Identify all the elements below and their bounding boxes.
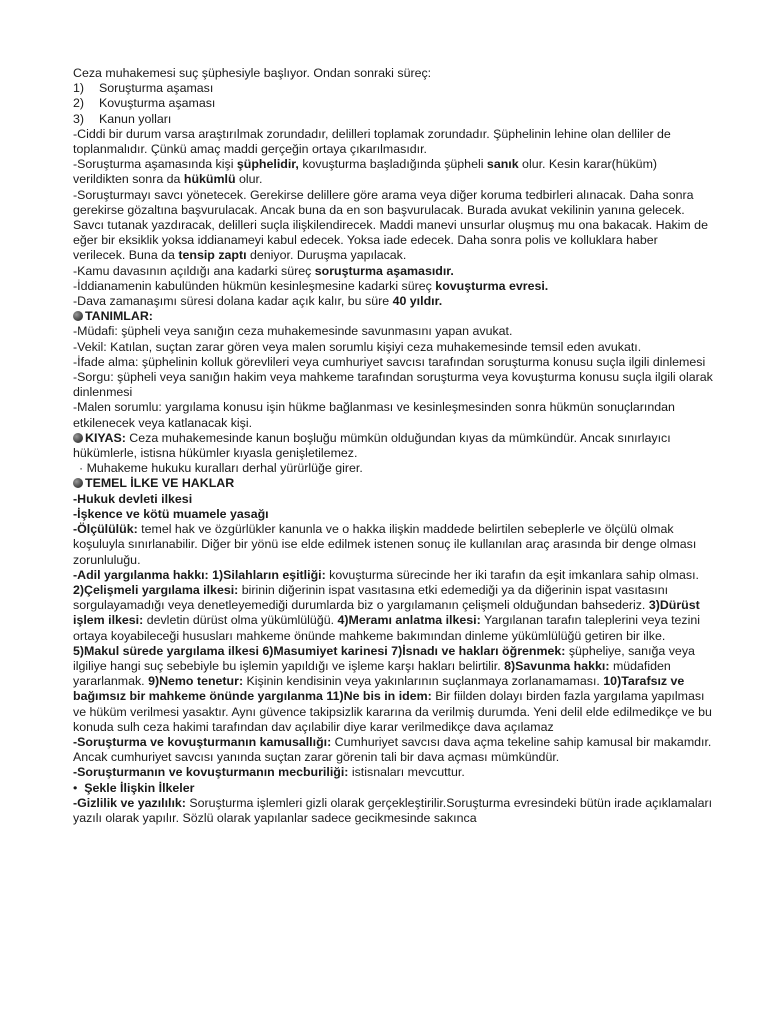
- principle-hukuk-devleti: -Hukuk devleti ilkesi: [73, 491, 193, 506]
- paragraph-kiyas: KIYAS: Ceza muhakemesinde kanun boşluğu mümkün olduğundan kıyas da mümkündür. Ancak sınırlayıcı hükümlerle, istisna hükümler kıyasla genişletilemez.: [73, 430, 671, 461]
- definition-item: -Vekil: Katılan, suçtan zarar gören veya malen sorumlu kişiyi ceza muhakemesinde temsil eden avukatı.: [73, 339, 642, 354]
- definition-item: -Malen sorumlu: yargılama konusu işin hükme bağlanması ve kesinleşmesinden sonra hükmün sonuçlarından etkilenecek veya katlanacak kişi.: [73, 400, 675, 430]
- list-item: 3) Kanun yolları: [73, 111, 172, 126]
- definition-item: -Müdafi: şüpheli veya sanığın ceza muhakemesinde savunmasını yapan avukat.: [73, 324, 513, 339]
- paragraph-adil-yargilanma: -Adil yargılanma hakkı: 1)Silahların eşitliği: kovuşturma sürecinde her iki tarafın da eşit imkanlara sahip olması. 2)Çelişmeli yargılama ilkesi: birinin diğerinin ispat vasıtasına etki edemediği ya da diğerinin ispat vasıtasını sorgulayamadığı veya denetleyemediği durumlarda biz o yargılamanın çelişmeli olduğundan bahsederiz. 3)Dürüst işlem ilkesi: devletin dürüst olma yükümlülüğü. 4)Meramı anlatma ilkesi: Yargılanan tarafın taleplerini veya tezini ortaya koyabileceği hususları mahkeme önünde mahkeme bakımından dinleme yükümlülüğü getiren bir ilke. 5)Makul sürede yargılama ilkesi 6)Masumiyet karinesi 7)İsnadı ve hakları öğrenmek: şüpheliye, sanığa veya ilgiliye hangi suç sebebiyle bu işlemin yapıldığı ve işleme karşı hakları belirtilir. 8)Savunma hakkı: müdafiden yararlanmak. 9)Nemo tenetur: Kişinin kendisinin veya yakınlarının suçlanmaya zorlanamaması. 10)Tarafsız ve bağımsız bir mahkeme önünde yargılanma 11)Ne bis in idem: Bir fiilden dolayı birden fazla yargılama yapılması ve hüküm verilmesi yasaktır. Aynı güvence takipsizlik kararına da verilmiş durumda. Yeni delil elde edilmedikçe ve bu konuda sulh ceza hakimi tarafından dav açılabilir diye karar verilmedikçe dava açılamaz: [73, 567, 712, 734]
- definition-item: -Sorgu: şüpheli veya sanığın hakim veya mahkeme tarafından soruşturma veya kovuşturma konusu suçla ilgili olarak dinlenmesi: [73, 370, 713, 400]
- paragraph-mecburilik: -Soruşturmanın ve kovuşturmanın mecburiliği: istisnaları mevcuttur.: [73, 765, 465, 780]
- principle-olcululuk: -Ölçülülük: temel hak ve özgürlükler kanunla ve o hakka ilişkin maddede belirtilen sebeplerle ve ölçülü olmak koşuluyla sınırlanabilir. Diğer bir yönü ise elde edilmek istenen sonuç ile kullanılan araç arasında bir denge olması zorunluluğu.: [73, 522, 697, 567]
- principle-iskence: -İşkence ve kötü muamele yasağı: [73, 506, 269, 521]
- paragraph-kamu-davasi: -Kamu davasının açıldığı ana kadarki süreç soruşturma aşamasıdır.: [73, 263, 454, 278]
- bullet-icon: [73, 478, 83, 488]
- section-heading-tanimlar: TANIMLAR:: [73, 309, 713, 324]
- list-item: 1) Soruşturma aşaması: [73, 81, 214, 96]
- paragraph-savci: -Soruşturmayı savcı yönetecek. Gerekirse delillere göre arama veya diğer koruma tedbirleri alınacak. Daha sonra gerekirse gözaltına başvurulacak. Ancak buna da en son başvurulacak. Burada avukat vekilinin yanına gelecek. Savcı tutanak yazdıracak, delilleri suçla ilişkilendirecek. Maddi manevi unsurlar oluşmuş mu ona bakacak. Hakim de eğer bir eksiklik yoksa iddianameyi kabul edecek. Yoksa iade edecek. Daha sonra polis ve kolluklara haber verilecek. Buna da tensip zaptı deniyor. Duruşma yapılacak.: [73, 187, 708, 263]
- bullet-icon: [73, 311, 83, 321]
- section-heading-sekle: • Şekle İlişkin İlkeler: [73, 780, 195, 795]
- paragraph-zamanasimi: -Dava zamanaşımı süresi dolana kadar açık kalır, bu süre 40 yıldır.: [73, 294, 443, 309]
- paragraph-delil: -Ciddi bir durum varsa araştırılmak zorundadır, delilleri toplamak zorundadır. Şüphelinin lehine olan delliler de toplanmalıdır. Çünkü amaç maddi gerçeğin ortaya çıkarılmasıdır.: [73, 126, 671, 157]
- paragraph-kamusallik: -Soruşturma ve kovuşturmanın kamusallığı: Cumhuriyet savcısı dava açma tekeline sahip kamusal bir makamdır. Ancak cumhuriyet savcısı yanında suçtan zarar görenin tali bir dava açması mümkündür.: [73, 734, 712, 765]
- paragraph-iddianame: -İddianamenin kabulünden hükmün kesinleşmesine kadarki süreç kovuşturma evresi.: [73, 278, 549, 293]
- paragraph-supheli: -Soruşturma aşamasında kişi şüphelidir, kovuşturma başladığında şüpheli sanık olur. Kesin karar(hüküm) verildikten sonra da hükümlü olur.: [73, 157, 658, 187]
- document-page: [73, 66, 713, 826]
- definition-item: -İfade alma: şüphelinin kolluk görevlileri veya cumhuriyet savcısı tarafından soruşturma konusu suçla ilgili dinlemesi: [73, 354, 706, 369]
- paragraph-gizlilik: -Gizlilik ve yazılılık: Soruşturma işlemleri gizli olarak gerçekleştirilir.Soruşturma evresindeki bütün irade açıklamaları yazılı olarak yapılır. Sözlü olarak yapılanlar sadece gecikmesinde sakınca: [73, 795, 713, 825]
- section-heading-temel: TEMEL İLKE VE HAKLAR: [73, 476, 713, 491]
- bullet-icon: [73, 433, 83, 443]
- stages-list: [73, 81, 713, 127]
- list-item: 2) Kovuşturma aşaması: [73, 96, 216, 111]
- note-item: · Muhakeme hukuku kuralları derhal yürürlüğe girer.: [79, 461, 363, 476]
- intro-text: Ceza muhakemesi suç şüphesiyle başlıyor. Ondan sonraki süreç:: [73, 66, 432, 80]
